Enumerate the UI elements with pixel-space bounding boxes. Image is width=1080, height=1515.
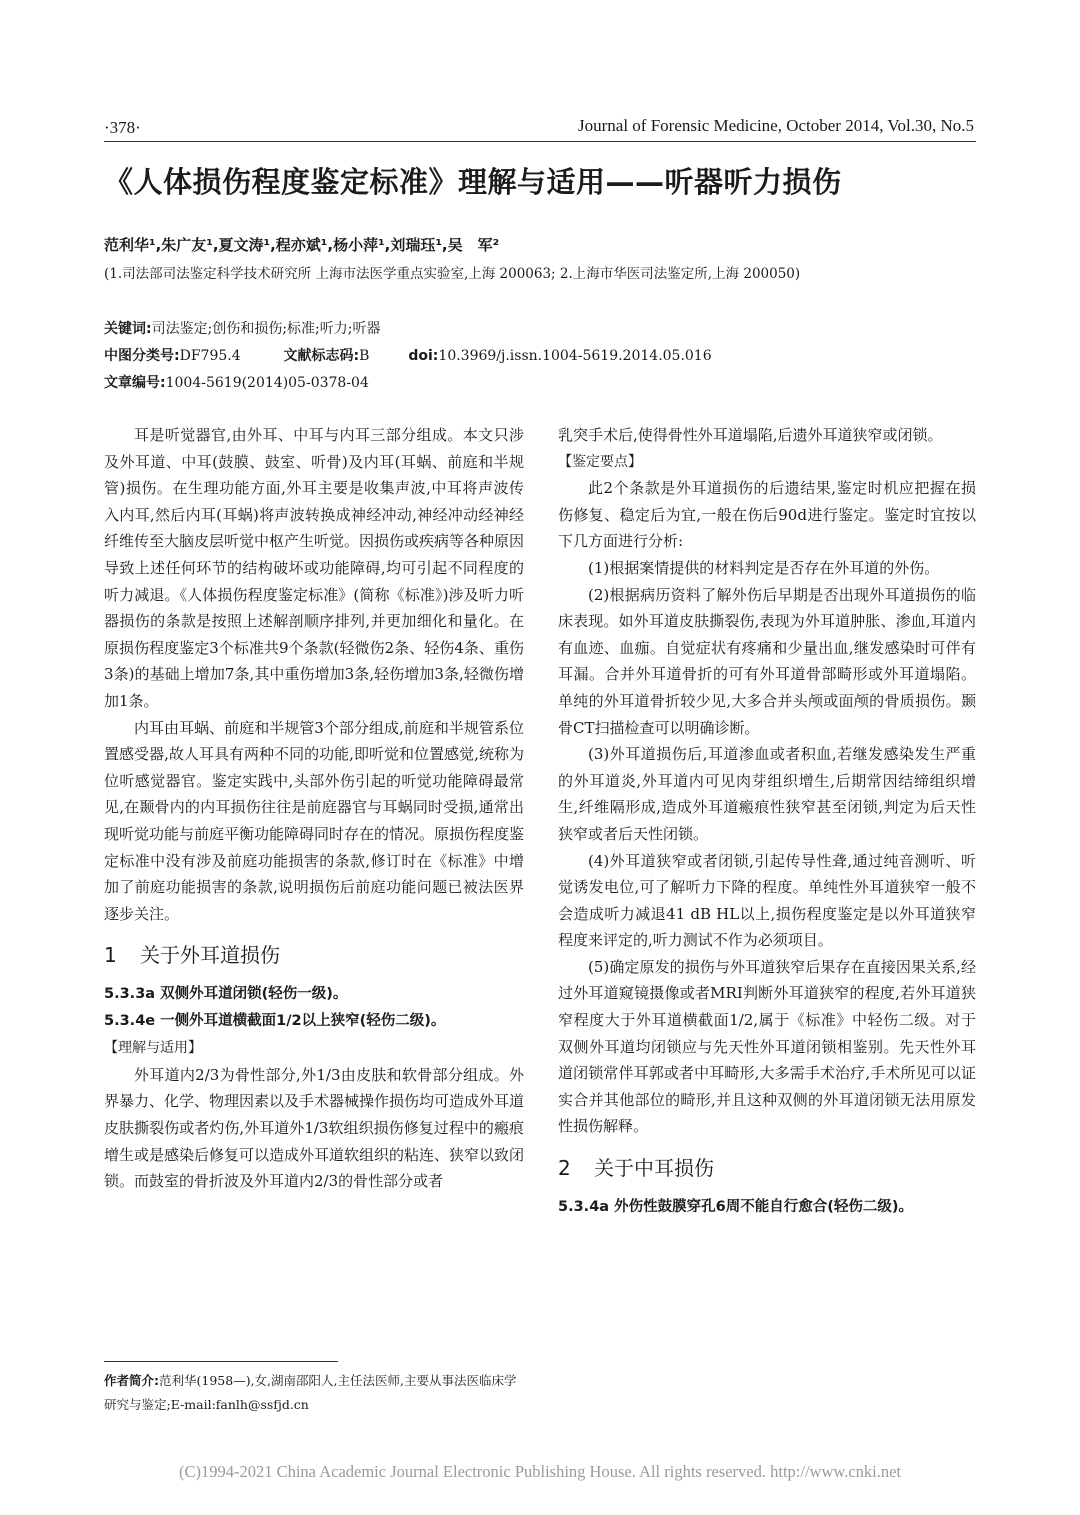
right-column [558, 422, 976, 1221]
paragraph: 乳突手术后,使得骨性外耳道塌陷,后遗外耳道狭窄或闭锁。 [558, 426, 943, 444]
doc-code-label: 文献标志码: [283, 348, 360, 364]
section-number: 1 [104, 943, 117, 968]
footnote-divider [104, 1361, 338, 1362]
article-number-value: 1004-5619(2014)05-0378-04 [165, 375, 369, 391]
paragraph: 耳是听觉器官,由外耳、中耳与内耳三部分组成。本文只涉及外耳道、中耳(鼓膜、鼓室、听骨)及内耳(耳蜗、前庭和半规管)损伤。在生理功能方面,外耳主要是收集声波,中耳将声波传入内耳,然后内耳(耳蜗)将声波转换成神经冲动,神经冲动经神经纤维传至大脑皮层听觉中枢产生听觉。因损伤或疾病等各种原因导致上述任何环节的结构破坏或功能障碍,均可引起不同程度的听力减退。《人体损伤程度鉴定标准》(简称《标准》)涉及听力听器损伤的条款是按照上述解剖顺序排列,并更加细化和量化。在原损伤程度鉴定3个标准共9个条款(轻微伤2条、轻伤4条、重伤3条)的基础上增加7条,其中重伤增加3条,轻伤增加3条,轻微伤增加1条。 [104, 426, 525, 710]
left-column [104, 422, 524, 1195]
copyright-notice: (C)1994-2021 China Academic Journal Electronic Publishing House. All rights reserved. http://www.cnki.net [178, 1462, 902, 1481]
section-number: 2 [558, 1156, 571, 1181]
affiliation: (1.司法部司法鉴定科学技术研究所 上海市法医学重点实验室,上海 200063; 2.上海市华医司法鉴定所,上海 200050) [104, 266, 801, 282]
paragraph: (5)确定原发的损伤与外耳道狭窄后果存在直接因果关系,经过外耳道窥镜摄像或者MRI判断外耳道狭窄的程度,若外耳道狭窄程度大于外耳道横截面1/2,属于《标准》中轻伤二级。对于双侧外耳道均闭锁应与先天性外耳道闭锁相鉴别。先天性外耳道闭锁常伴耳郭或者中耳畸形,大多需手术治疗,手术所见可以证实合并其他部位的畸形,并且这种双侧的外耳道闭锁无法用原发性损伤解释。 [558, 957, 976, 1136]
paragraph: (3)外耳道损伤后,耳道渗血或者积血,若继发感染发生严重的外耳道炎,外耳道内可见肉芽组织增生,后期常因结缔组织增生,纤维隔形成,造成外耳道瘢痕性狭窄甚至闭锁,判定为后天性狭窄或者后天性闭锁。 [558, 745, 976, 843]
clause: 5.3.4e 一侧外耳道横截面1/2以上狭窄(轻伤二级)。 [104, 1013, 446, 1030]
section-title: 关于外耳道损伤 [140, 943, 280, 968]
paragraph: (2)根据病历资料了解外伤后早期是否出现外耳道损伤的临床表现。如外耳道皮肤撕裂伤,表现为外耳道肿胀、渗血,耳道内有血迹、血痂。自觉症状有疼痛和少量出血,继发感染时可伴有耳漏。合并外耳道骨折的可有外耳道骨部畸形或外耳道塌陷。单纯的外耳道骨折较少见,大多合并头颅或面颅的骨质损伤。颞骨CT扫描检查可以明确诊断。 [558, 585, 976, 737]
author-list: 范利华¹,朱广友¹,夏文涛¹,程亦斌¹,杨小萍¹,刘瑞珏¹,吴 军² [104, 236, 500, 254]
keywords-line [104, 318, 380, 338]
article-title: 《人体损伤程度鉴定标准》理解与适用——听器听力损伤 [104, 165, 842, 199]
paragraph: (4)外耳道狭窄或者闭锁,引起传导性聋,通过纯音测听、听觉诱发电位,可了解听力下降的程度。单纯性外耳道狭窄一般不会造成听力减退41 dB HL以上,损伤程度鉴定是以外耳道狭窄程度来评定的,听力测试不作为必须项目。 [558, 851, 976, 950]
author-footnote [104, 1369, 524, 1417]
section-heading [558, 1154, 976, 1182]
article-number-label: 文章编号: [104, 375, 166, 391]
clause: 5.3.4a 外伤性鼓膜穿孔6周不能自行愈合(轻伤二级)。 [558, 1199, 913, 1216]
doi-label: doi: [408, 348, 439, 364]
section-heading [104, 941, 524, 969]
doc-code-value: B [359, 348, 370, 364]
paragraph: (1)根据案情提供的材料判定是否存在外耳道的外伤。 [588, 558, 940, 577]
classification-line [104, 345, 712, 365]
paragraph: 内耳由耳蜗、前庭和半规管3个部分组成,前庭和半规管系位置感受器,故人耳具有两种不同的功能,即听觉和位置感觉,统称为位听感觉器官。鉴定实践中,头部外伤引起的听觉功能障碍最常见,在颞骨内的内耳损伤往往是前庭器官与耳蜗同时受损,通常出现听觉功能与前庭平衡功能障碍同时存在的情况。原损伤程度鉴定标准中没有涉及前庭功能损害的条款,修订时在《标准》中增加了前庭功能损害的条款,说明损伤后前庭功能问题已被法医界逐步关注。 [104, 718, 525, 923]
page-number: ·378· [104, 118, 141, 137]
footnote-text: 范利华(1958—),女,湖南邵阳人,主任法医师,主要从事法医临床学研究与鉴定;E-mail:fanlh@ssfjd.cn [104, 1373, 517, 1412]
footnote-label: 作者简介: [104, 1373, 159, 1388]
keywords: 司法鉴定;创伤和损伤;标准;听力;听器 [151, 321, 381, 337]
paragraph: 此2个条款是外耳道损伤的后遗结果,鉴定时机应把握在损伤修复、稳定后为宜,一般在伤后90d进行鉴定。鉴定时宜按以下几方面进行分析: [558, 479, 976, 551]
clc-label: 中图分类号: [104, 348, 180, 364]
section-title: 关于中耳损伤 [594, 1156, 714, 1181]
doi-value: 10.3969/j.issn.1004-5619.2014.05.016 [438, 348, 712, 364]
journal-header: Journal of Forensic Medicine, October 2014, Vol.30, No.5 [578, 116, 974, 135]
paragraph: 外耳道内2/3为骨性部分,外1/3由皮肤和软骨部分组成。外界暴力、化学、物理因素以及手术器械操作损伤均可造成外耳道皮肤撕裂伤或者灼伤,外耳道外1/3软组织损伤修复过程中的瘢痕增生或是感染后修复可以造成外耳道软组织的粘连、狭窄以致闭锁。而鼓室的骨折波及外耳道内2/3的骨性部分或者 [104, 1065, 525, 1191]
keywords-label: 关键词: [104, 321, 152, 337]
subheading: 【鉴定要点】 [558, 453, 642, 470]
clc-value: DF795.4 [179, 348, 241, 364]
clause: 5.3.3a 双侧外耳道闭锁(轻伤一级)。 [104, 986, 348, 1003]
article-number-line [104, 372, 369, 392]
subheading: 【理解与适用】 [104, 1040, 202, 1057]
header-divider [104, 141, 976, 142]
